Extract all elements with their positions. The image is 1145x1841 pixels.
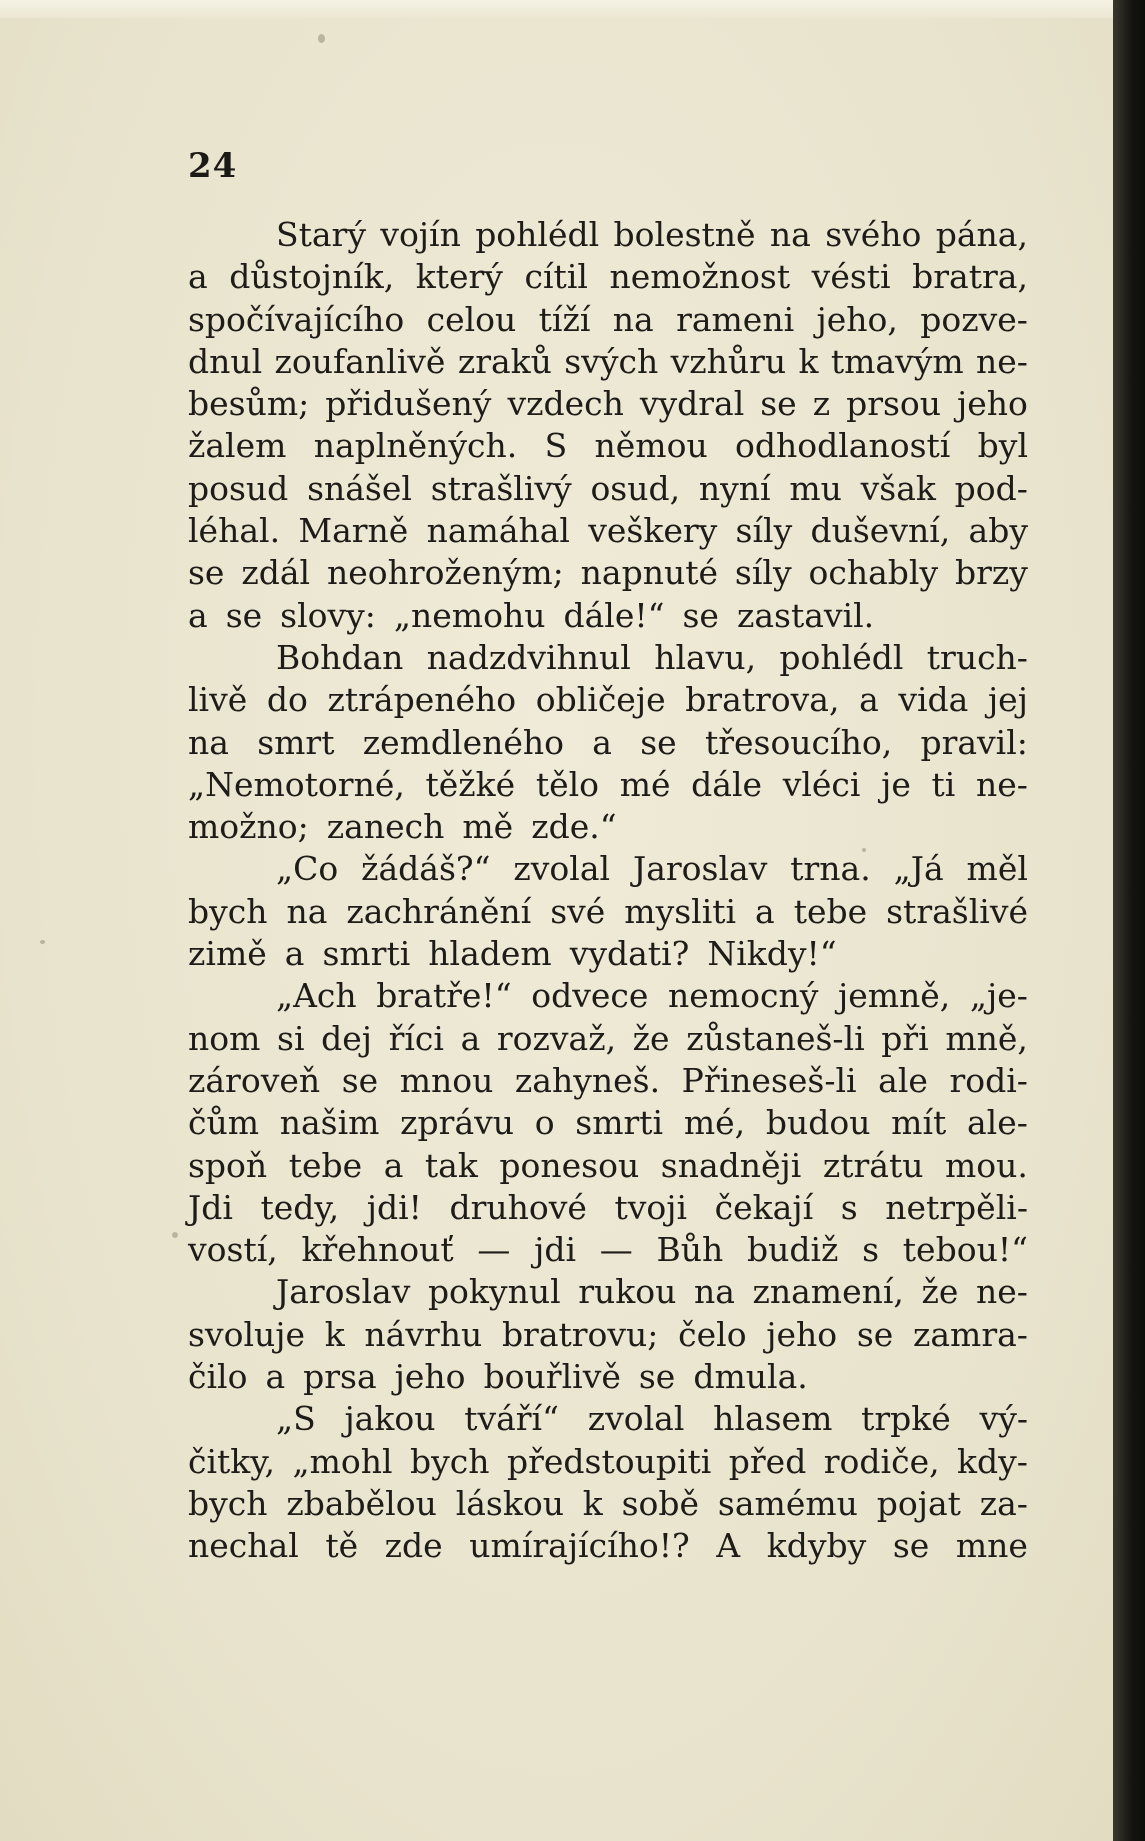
text-line: besům; přidušený vzdech vydral se z prsou jeho [188, 384, 1028, 424]
text-line: bych zbabělou láskou k sobě samému pojat za- [188, 1483, 1028, 1523]
paper-speck [318, 34, 325, 43]
text-line: čitky, „mohl bych předstoupiti před rodiče, kdy- [188, 1441, 1028, 1481]
text-line: nom si dej říci a rozvaž, že zůstaneš-li při mně, [188, 1018, 1028, 1058]
text-line: a důstojník, který cítil nemožnost vésti bratra, [188, 257, 1028, 297]
text-line: zimě a smrti hladem vydati? Nikdy!“ [188, 934, 837, 974]
text-line: léhal. Marně namáhal veškery síly duševní, aby [188, 511, 1028, 551]
text-line: zároveň se mnou zahyneš. Přineseš-li ale rodi- [188, 1060, 1028, 1100]
page-top-edge [0, 0, 1113, 18]
text-line: čům našim zprávu o smrti mé, budou mít ale- [188, 1103, 1028, 1143]
text-line: „Co žádáš?“ zvolal Jaroslav trna. „Já měl [276, 849, 1028, 889]
page-number: 24 [188, 146, 238, 186]
text-line: na smrt zemdleného a se třesoucího, pravil: [188, 722, 1028, 762]
text-line: žalem naplněných. S němou odhodlaností byl [188, 426, 1028, 466]
text-line: Starý vojín pohlédl bolestně na svého pána, [276, 215, 1028, 254]
text-line: nechal tě zde umírajícího!? A kdyby se mne [188, 1526, 1028, 1566]
text-line: bych na zachránění své mysliti a tebe strašlivé [188, 891, 1028, 931]
book-binding-edge [1113, 0, 1145, 1841]
body-text [188, 214, 1028, 1568]
text-line: livě do ztrápeného obličeje bratrova, a vida jej [188, 680, 1028, 720]
text-line: dnul zoufanlivě zraků svých vzhůru k tmavým ne- [188, 341, 1028, 381]
text-line: se zdál neohroženým; napnuté síly ochably brzy [188, 553, 1028, 593]
text-line: čilo a prsa jeho bouřlivě se dmula. [188, 1357, 808, 1397]
text-line: „S jakou tváří“ zvolal hlasem trpké vý- [276, 1399, 1028, 1439]
text-line: Jaroslav pokynul rukou na znamení, že ne- [276, 1272, 1028, 1312]
paper-speck [40, 940, 45, 944]
paper-speck [172, 1232, 178, 1238]
text-line: vostí, křehnouť — jdi — Bůh budiž s tebou!“ [188, 1230, 1028, 1270]
text-line: posud snášel strašlivý osud, nyní mu však pod- [188, 468, 1028, 508]
text-line: spoň tebe a tak ponesou snadněji ztrátu mou. [188, 1145, 1028, 1185]
text-line: „Nemotorné, těžké tělo mé dále vléci je ti ne- [188, 764, 1028, 804]
text-line: „Ach bratře!“ odvece nemocný jemně, „je- [276, 976, 1028, 1016]
text-line: svoluje k návrhu bratrovu; čelo jeho se zamra- [188, 1314, 1028, 1354]
text-line: spočívajícího celou tíží na rameni jeho, pozve- [188, 299, 1028, 339]
text-line: Jdi tedy, jdi! druhové tvoji čekají s netrpěli- [188, 1187, 1028, 1227]
text-line: Bohdan nadzdvihnul hlavu, pohlédl truch- [276, 637, 1028, 677]
text-line: a se slovy: „nemohu dále!“ se zastavil. [188, 595, 875, 635]
text-line: možno; zanech mě zde.“ [188, 807, 617, 847]
